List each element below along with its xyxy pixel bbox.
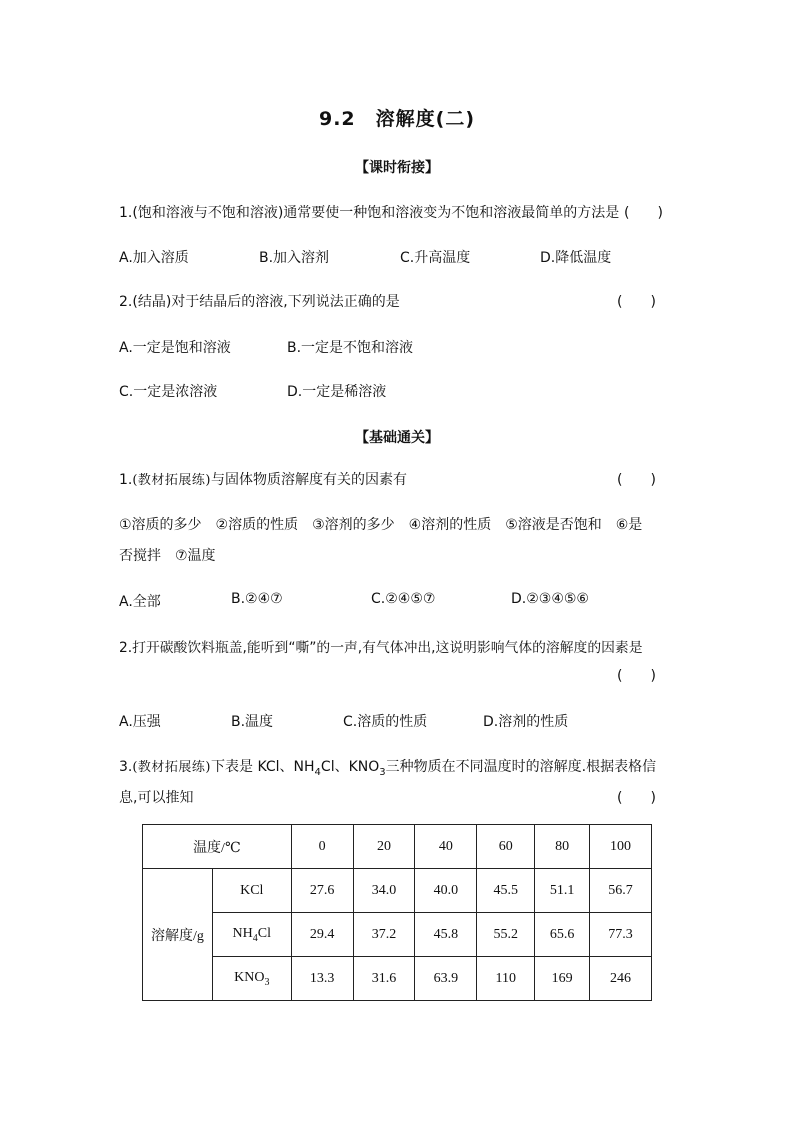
temperature-cell: 0: [291, 825, 353, 869]
table-cell: 169: [535, 957, 590, 1001]
answer-bracket: ( ): [617, 668, 656, 684]
option-d[interactable]: D.溶剂的性质: [483, 714, 569, 730]
question-text-part: 三种物质在不同温度时的溶解度.根据表格信: [385, 759, 657, 775]
question-number: 1.: [119, 472, 133, 488]
temperature-header: 温度/℃: [143, 825, 292, 869]
section-heading-review: 【课时衔接】: [355, 160, 439, 176]
table-row: [143, 869, 652, 913]
table-cell: 13.3: [291, 957, 353, 1001]
answer-bracket: ( ): [617, 790, 656, 806]
option-a[interactable]: A.全部: [119, 594, 161, 610]
table-cell: 40.0: [415, 869, 477, 913]
substance-formula: NH: [232, 925, 253, 941]
option-d[interactable]: D.一定是稀溶液: [287, 384, 387, 400]
table-cell: 51.1: [535, 869, 590, 913]
table-cell: 110: [477, 957, 535, 1001]
basic-question-2-stem: 2.打开碳酸饮料瓶盖,能听到“嘶”的一声,有气体冲出,这说明影响气体的溶解度的因素是: [119, 640, 643, 656]
solubility-header: 溶解度/g: [143, 869, 213, 1001]
table-cell: 56.7: [590, 869, 652, 913]
option-a[interactable]: A.一定是饱和溶液: [119, 340, 231, 356]
table-row: [143, 957, 652, 1001]
question-text: 与固体物质溶解度有关的因素有: [211, 472, 408, 488]
answer-bracket: ( ): [617, 472, 656, 488]
table-cell: 27.6: [291, 869, 353, 913]
substance-formula: KCl: [240, 882, 264, 898]
subscript: 3: [264, 976, 270, 988]
option-c[interactable]: C.②④⑤⑦: [371, 591, 436, 607]
option-d[interactable]: D.降低温度: [540, 250, 612, 266]
temperature-cell: 60: [477, 825, 535, 869]
section-heading-basic: 【基础通关】: [355, 430, 439, 446]
table-cell: 55.2: [477, 913, 535, 957]
question-source: (教材拓展练): [132, 760, 212, 775]
review-question-1-stem: 1.(饱和溶液与不饱和溶液)通常要使一种饱和溶液变为不饱和溶液最简单的方法是: [119, 205, 620, 221]
factors-line-1: ①溶质的多少 ②溶质的性质 ③溶剂的多少 ④溶剂的性质 ⑤溶液是否饱和 ⑥是: [119, 517, 643, 533]
table-cell: 45.5: [477, 869, 535, 913]
page-title: 9.2 溶解度(二): [318, 108, 476, 130]
option-c[interactable]: C.升高温度: [400, 250, 471, 266]
basic-question-1-stem: [119, 469, 407, 489]
temperature-cell: 100: [590, 825, 652, 869]
answer-bracket: ( ): [617, 294, 656, 310]
table-cell: 246: [590, 957, 652, 1001]
question-source: (教材拓展练): [132, 473, 212, 488]
subscript: 4: [252, 932, 258, 944]
table-cell: 37.2: [353, 913, 415, 957]
subscript: 3: [379, 766, 386, 778]
factors-line-2: 否搅拌 ⑦温度: [119, 548, 216, 564]
option-b[interactable]: B.一定是不饱和溶液: [287, 340, 414, 356]
subscript: 4: [314, 766, 321, 778]
table-cell: 77.3: [590, 913, 652, 957]
option-b[interactable]: B.加入溶剂: [259, 250, 330, 266]
basic-question-3-stem-line2: 息,可以推知: [119, 790, 194, 806]
substance-name: [212, 957, 291, 1001]
question-text-part: 下表是 KCl、NH: [211, 759, 315, 775]
option-a[interactable]: A.压强: [119, 714, 161, 730]
option-c[interactable]: C.一定是浓溶液: [119, 384, 218, 400]
answer-bracket: ( ): [624, 205, 663, 221]
option-b[interactable]: B.②④⑦: [231, 591, 283, 607]
table-cell: 63.9: [415, 957, 477, 1001]
review-question-2-stem: 2.(结晶)对于结晶后的溶液,下列说法正确的是: [119, 294, 400, 310]
substance-name: [212, 913, 291, 957]
solubility-table: [142, 824, 652, 1001]
table-cell: 34.0: [353, 869, 415, 913]
option-d[interactable]: D.②③④⑤⑥: [511, 591, 589, 607]
table-cell: 31.6: [353, 957, 415, 1001]
question-number: 3.: [119, 759, 133, 775]
option-c[interactable]: C.溶质的性质: [343, 714, 428, 730]
basic-question-3-stem: [119, 756, 656, 778]
table-row: [143, 913, 652, 957]
option-b[interactable]: B.温度: [231, 714, 274, 730]
table-cell: 29.4: [291, 913, 353, 957]
substance-formula: KNO: [234, 969, 265, 985]
substance-name: [212, 869, 291, 913]
temperature-cell: 80: [535, 825, 590, 869]
option-a[interactable]: A.加入溶质: [119, 250, 189, 266]
temperature-cell: 40: [415, 825, 477, 869]
substance-formula-tail: Cl: [257, 925, 271, 941]
question-text-part: Cl、KNO: [320, 759, 380, 775]
table-header-row: [143, 825, 652, 869]
table-cell: 65.6: [535, 913, 590, 957]
table-cell: 45.8: [415, 913, 477, 957]
temperature-cell: 20: [353, 825, 415, 869]
